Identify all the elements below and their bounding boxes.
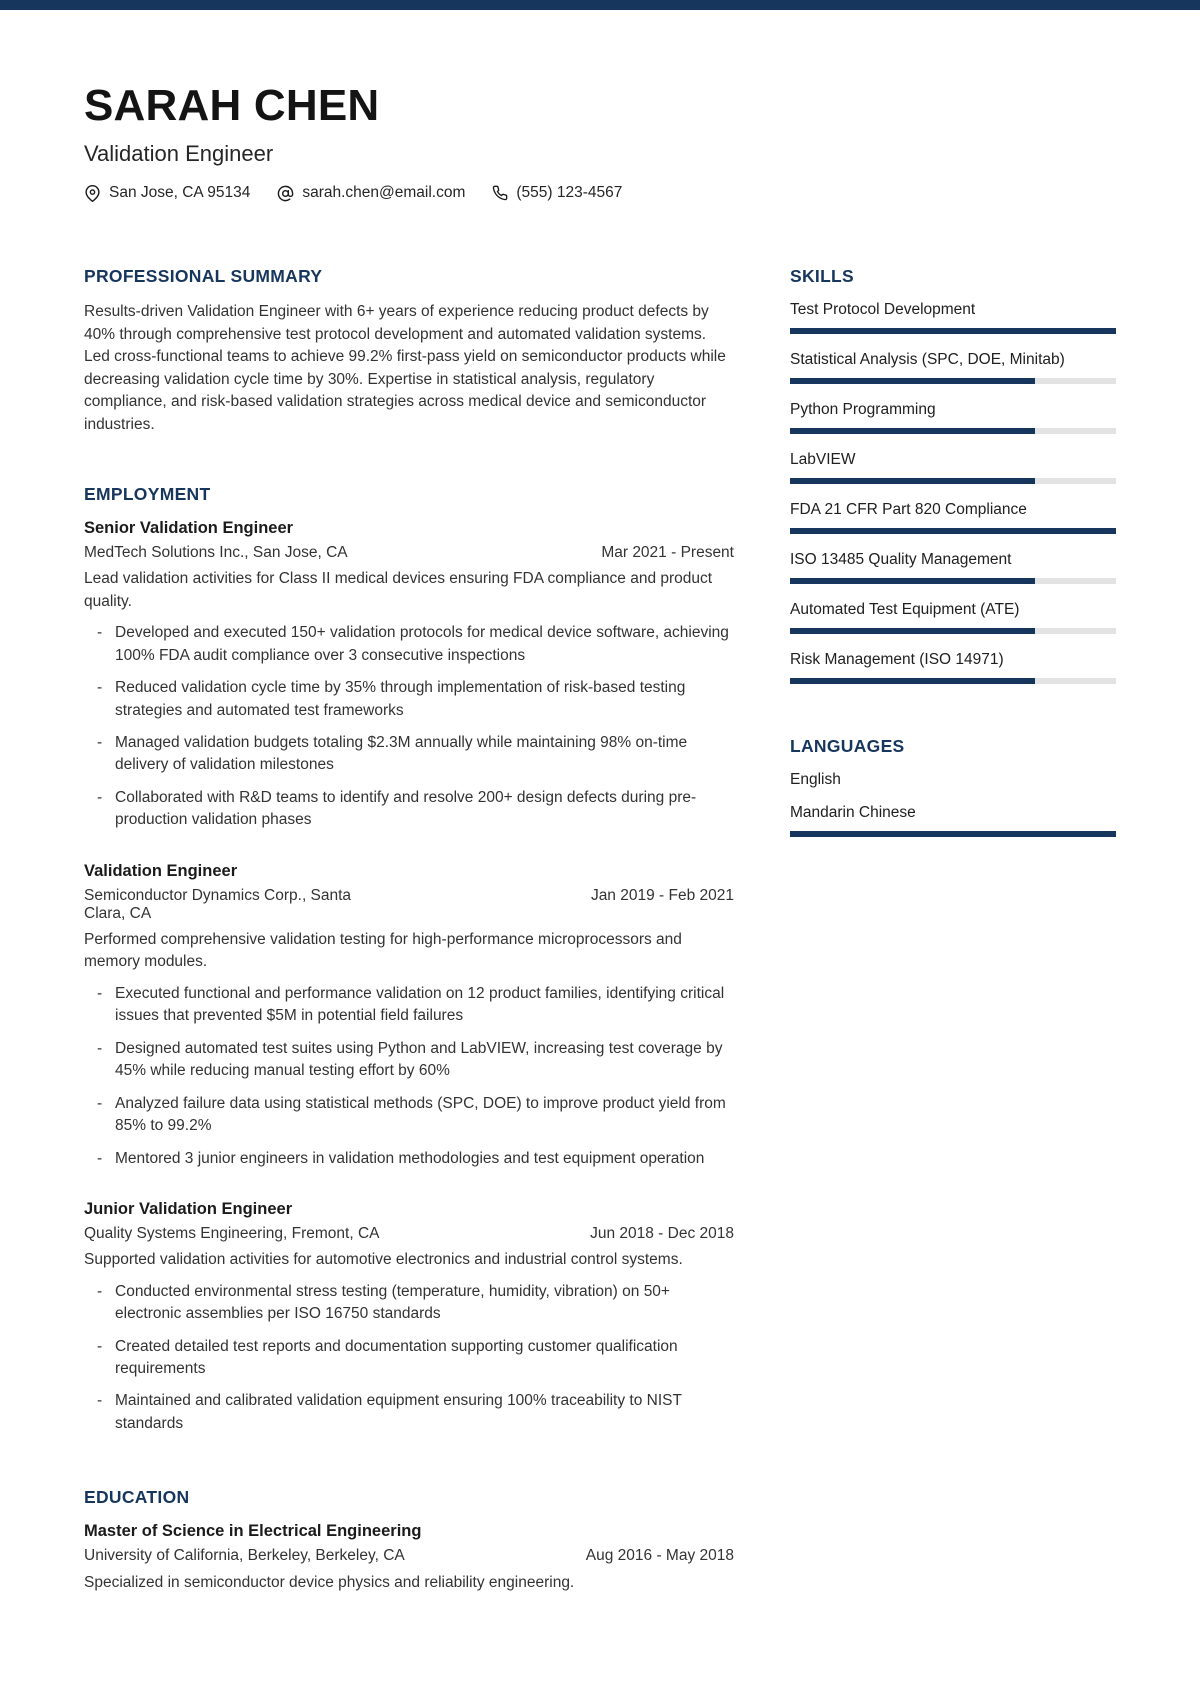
bullet-dash-marker: - — [97, 1392, 103, 1410]
company-name: Quality Systems Engineering, Fremont, CA — [84, 1225, 380, 1243]
language-item — [790, 771, 1116, 789]
contact-row — [84, 184, 1116, 202]
bullet-text: Designed automated test suites using Python and LabVIEW, increasing test coverage by 45% while reducing manual testing effort by 60% — [115, 1039, 723, 1080]
skill-level-track — [790, 528, 1116, 534]
bullet-text: Mentored 3 junior engineers in validation methodologies and test equipment operation — [115, 1149, 705, 1167]
contact-text: sarah.chen@email.com — [302, 184, 466, 202]
phone-icon — [492, 185, 508, 201]
skill-level-fill — [790, 528, 1116, 534]
job-description: Lead validation activities for Class II medical devices ensuring FDA compliance and product quality. — [84, 570, 713, 610]
job-dates: Jun 2018 - Dec 2018 — [590, 1225, 734, 1243]
bullet-dash-marker: - — [97, 1039, 103, 1057]
person-name: SARAH CHEN — [84, 81, 380, 130]
job-title: Senior Validation Engineer — [84, 519, 294, 538]
contact-item — [492, 184, 622, 202]
resume-header — [84, 82, 1116, 202]
bullet-dash-marker: - — [97, 679, 103, 697]
resume-page — [0, 82, 1200, 1595]
languages-section — [790, 736, 1116, 837]
job-entry — [84, 862, 734, 1170]
school-name: University of California, Berkeley, Berkeley, CA — [84, 1547, 405, 1565]
school-line — [84, 1547, 734, 1565]
job-dates: Jan 2019 - Feb 2021 — [590, 886, 734, 904]
language-item — [790, 804, 1116, 837]
skill-item — [790, 351, 1116, 384]
skill-item — [790, 401, 1116, 434]
skill-name: ISO 13485 Quality Management — [790, 551, 1012, 569]
person-headline: Validation Engineer — [84, 141, 274, 167]
bullet-dash-marker: - — [97, 1149, 103, 1167]
skill-level-track — [790, 628, 1116, 634]
skill-level-fill — [790, 578, 1035, 584]
bullet-text: Reduced validation cycle time by 35% through implementation of risk-based testing strategies and automated test frameworks — [115, 679, 686, 719]
bullet-text: Developed and executed 150+ validation protocols for medical device software, achieving 100% FDA audit compliance over 3 consecutive inspections — [115, 624, 729, 664]
skill-item — [790, 601, 1116, 634]
job-title: Validation Engineer — [84, 861, 238, 880]
contact-text: (555) 123-4567 — [516, 184, 623, 202]
bullet-text: Conducted environmental stress testing (temperature, humidity, vibration) on 50+ electronic assemblies per ISO 16750 standards — [115, 1282, 670, 1323]
bullet-item — [84, 677, 734, 722]
job-entry — [84, 1200, 734, 1435]
skill-level-fill — [790, 428, 1035, 434]
languages-heading: LANGUAGES — [790, 736, 905, 757]
summary-text: Results-driven Validation Engineer with 6+ years of experience reducing product defects by 40% through comprehensive test protocol development and automated validation systems. Led cross-functional teams to achieve 99.2% first-pass yield on semiconductor products while decreasing validation cycle time by 30%. Expertise in statistical analysis, regulatory compliance, and risk-based validation strategies across medical device and semiconductor industries. — [84, 303, 726, 433]
degree-title: Master of Science in Electrical Engineering — [84, 1522, 422, 1541]
contact-text: San Jose, CA 95134 — [109, 184, 251, 202]
employment-section — [84, 484, 734, 1435]
job-description: Performed comprehensive validation testing for high-performance microprocessors and memory modules. — [84, 930, 682, 971]
top-accent-bar — [0, 0, 1200, 10]
sidebar-column — [790, 266, 1116, 1594]
education-heading: EDUCATION — [84, 1487, 190, 1508]
skill-item — [790, 451, 1116, 484]
bullet-list — [84, 1281, 734, 1436]
skill-level-fill — [790, 678, 1035, 684]
skill-name: Python Programming — [790, 401, 936, 419]
bullet-list — [84, 622, 734, 832]
contact-item — [277, 184, 465, 202]
skill-level-fill — [790, 478, 1035, 484]
bullet-item — [84, 622, 734, 667]
skill-name: Risk Management (ISO 14971) — [790, 651, 1004, 669]
skill-name: Automated Test Equipment (ATE) — [790, 601, 1020, 619]
skill-level-track — [790, 378, 1116, 384]
bullet-text: Maintained and calibrated validation equipment ensuring 100% traceability to NIST standards — [115, 1392, 682, 1432]
job-list — [84, 519, 734, 1435]
bullet-dash-marker: - — [97, 624, 103, 642]
bullet-item — [84, 1281, 734, 1326]
bullet-item — [84, 1336, 734, 1381]
bullet-list — [84, 983, 734, 1170]
bullet-text: Executed functional and performance validation on 12 product families, identifying critical issues that prevented $5M in potential field failures — [115, 984, 725, 1025]
bullet-item — [84, 983, 734, 1028]
skill-level-track — [790, 678, 1116, 684]
bullet-text: Managed validation budgets totaling $2.3M annually while maintaining 98% on-time delivery of validation milestones — [115, 734, 688, 774]
main-column — [84, 266, 734, 1594]
bullet-text: Created detailed test reports and documentation supporting customer qualification requirements — [115, 1337, 678, 1377]
contact-item — [84, 184, 250, 202]
summary-heading: PROFESSIONAL SUMMARY — [84, 266, 323, 287]
skill-level-track — [790, 578, 1116, 584]
skills-heading: SKILLS — [790, 266, 855, 287]
bullet-item — [84, 787, 734, 832]
job-description: Supported validation activities for automotive electronics and industrial control systems. — [84, 1251, 683, 1269]
skill-item — [790, 551, 1116, 584]
skill-level-fill — [790, 328, 1116, 334]
bullet-text: Analyzed failure data using statistical methods (SPC, DOE) to improve product yield from 85% to 99.2% — [115, 1094, 726, 1135]
bullet-dash-marker: - — [97, 1337, 103, 1355]
language-level-fill — [790, 831, 1116, 837]
at-sign-icon — [277, 185, 294, 202]
company-name: MedTech Solutions Inc., San Jose, CA — [84, 544, 348, 562]
skill-level-fill — [790, 378, 1035, 384]
job-entry — [84, 519, 734, 832]
company-line — [84, 887, 734, 923]
skill-level-track — [790, 478, 1116, 484]
bullet-item — [84, 1390, 734, 1435]
bullet-dash-marker: - — [97, 734, 103, 752]
skill-item — [790, 651, 1116, 684]
bullet-dash-marker: - — [97, 788, 103, 806]
bullet-item — [84, 1038, 734, 1083]
education-section — [84, 1487, 734, 1594]
skill-name: LabVIEW — [790, 451, 856, 469]
bullet-dash-marker: - — [97, 1282, 103, 1300]
bullet-item — [84, 1148, 734, 1170]
location-pin-icon — [84, 185, 101, 202]
bullet-dash-marker: - — [97, 1094, 103, 1112]
skill-name: Test Protocol Development — [790, 301, 976, 319]
bullet-text: Collaborated with R&D teams to identify and resolve 200+ design defects during pre-production validation phases — [115, 788, 697, 829]
content-columns — [84, 266, 1116, 1594]
skill-item — [790, 501, 1116, 534]
skill-level-track — [790, 328, 1116, 334]
skill-name: FDA 21 CFR Part 820 Compliance — [790, 501, 1027, 519]
bullet-item — [84, 732, 734, 777]
skill-name: Statistical Analysis (SPC, DOE, Minitab) — [790, 351, 1065, 369]
language-name: Mandarin Chinese — [790, 804, 916, 822]
skill-level-fill — [790, 628, 1035, 634]
bullet-dash-marker: - — [97, 984, 103, 1002]
company-name: Semiconductor Dynamics Corp., Santa Clara, CA — [84, 886, 352, 922]
skill-list — [790, 301, 1116, 684]
company-line — [84, 544, 734, 562]
bullet-item — [84, 1093, 734, 1138]
skill-level-track — [790, 428, 1116, 434]
summary-section — [84, 266, 734, 436]
job-dates: Mar 2021 - Present — [601, 544, 734, 562]
language-name: English — [790, 771, 841, 789]
skill-item — [790, 301, 1116, 334]
employment-heading: EMPLOYMENT — [84, 484, 211, 505]
job-title: Junior Validation Engineer — [84, 1200, 293, 1219]
language-level-track — [790, 831, 1116, 837]
company-line — [84, 1225, 734, 1243]
education-description: Specialized in semiconductor device physics and reliability engineering. — [84, 1574, 575, 1592]
education-dates: Aug 2016 - May 2018 — [585, 1547, 734, 1565]
language-list — [790, 771, 1116, 837]
skills-section — [790, 266, 1116, 684]
